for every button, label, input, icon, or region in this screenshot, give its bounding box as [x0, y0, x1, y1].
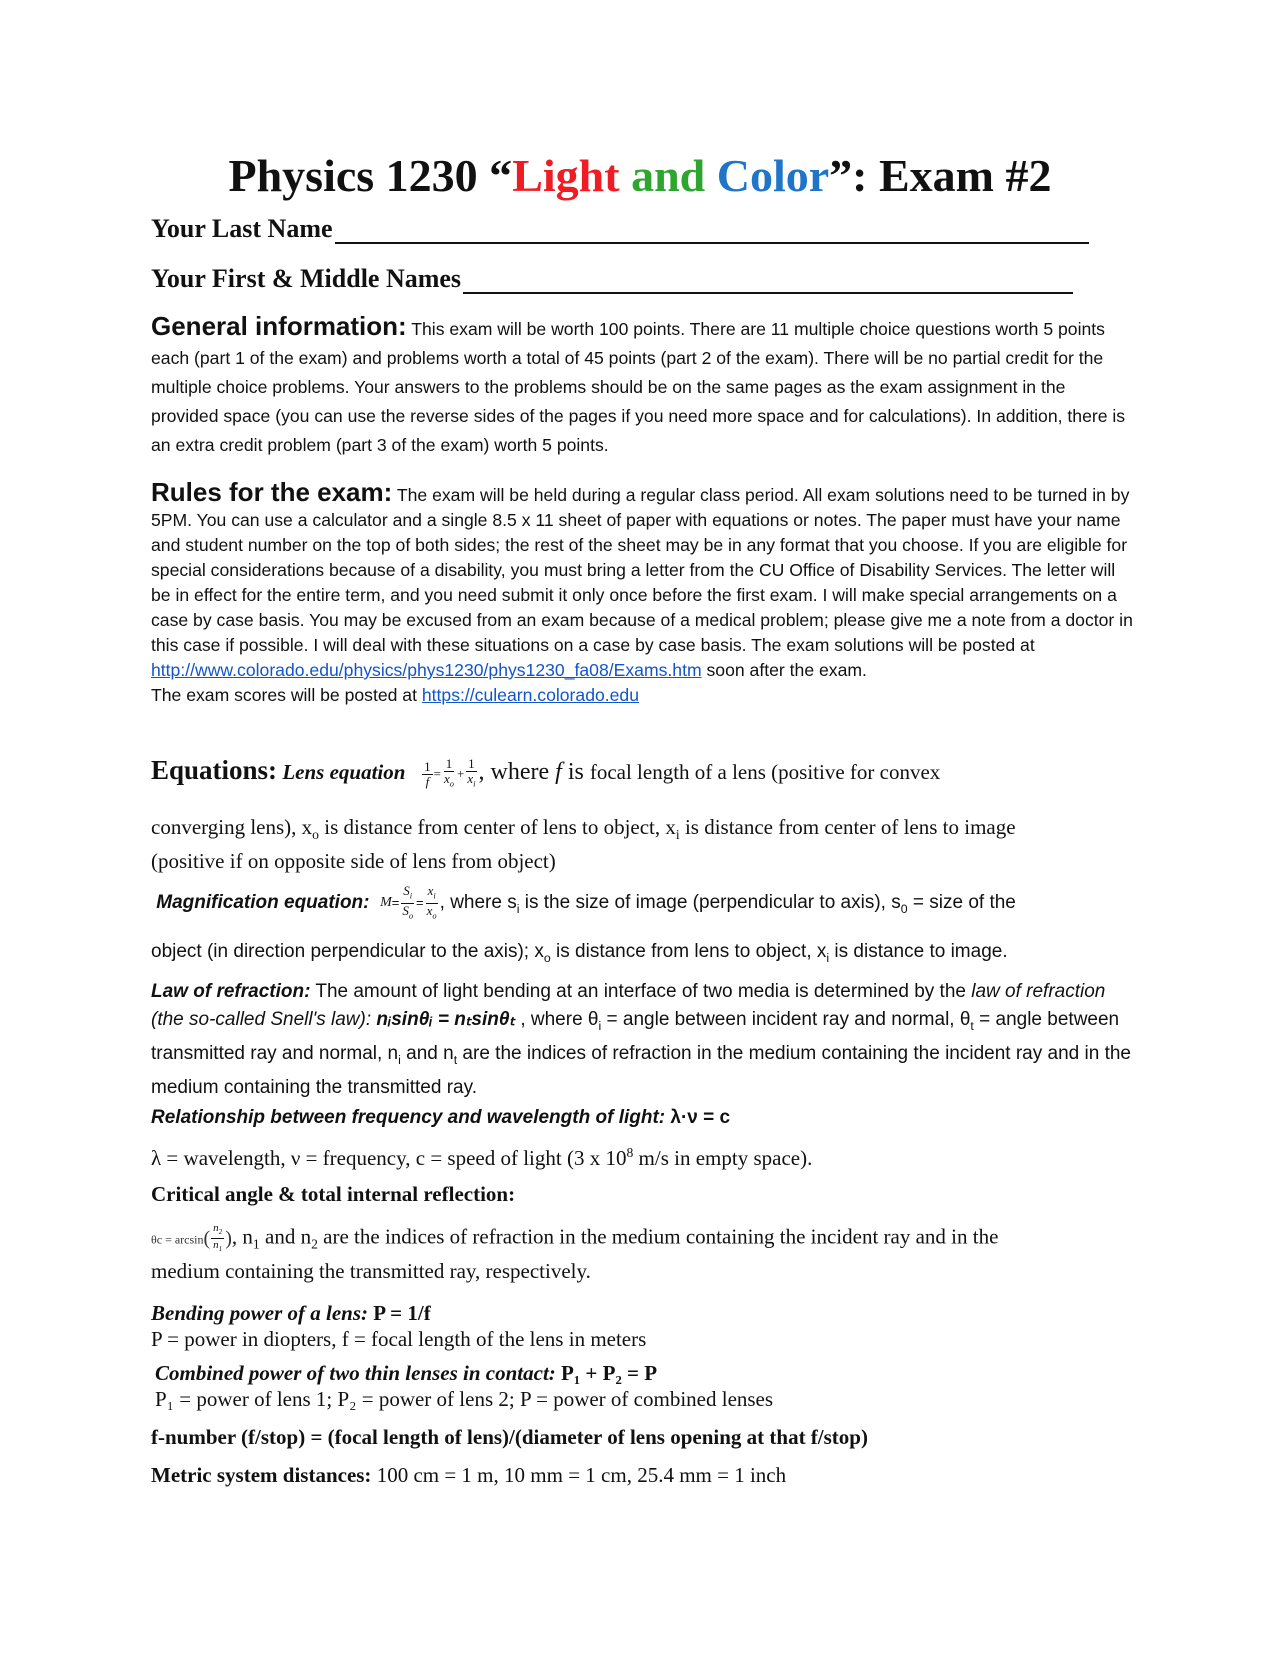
- rules-heading: Rules for the exam:: [151, 477, 393, 507]
- magnification-description: object (in direction perpendicular to the axis); $x_o$ is distance from lens to object, $x_i$ is distance to image.: [151, 941, 1008, 965]
- title-prefix: Physics 1230 “: [228, 150, 513, 201]
- title-suffix: ”: Exam #2: [829, 150, 1052, 201]
- general-information: [151, 312, 1136, 460]
- first-name-blank[interactable]: [463, 270, 1073, 294]
- critical-angle-heading: Critical angle & total internal reflection:: [151, 1182, 516, 1206]
- frequency-label: Relationship between frequency and wavelength of light:: [151, 1107, 666, 1128]
- title-light: Light: [512, 150, 620, 201]
- general-heading: General information:: [151, 311, 407, 341]
- frac-1-over-xi: $\frac{1}{x_i}$: [467, 756, 476, 789]
- scores-text: The exam scores will be posted at: [151, 685, 422, 705]
- frac-1-over-xo: $\frac{1}{x_o}$: [444, 756, 455, 789]
- frac-xi-over-xo: $\frac{x_i}{x_o}$: [426, 883, 437, 921]
- frequency-formula: λ·ν = c: [665, 1107, 731, 1128]
- rules-text: The exam will be held during a regular class period. All exam solutions need to be turned in by 5PM. You can use a calculator and a single 8.5 x 11 sheet of paper with equations or notes. The paper must have your name and student number on the top of both sides; the rest of the sheet may be in any format that you choose. If you are eligible for special considerations because of a disability, you must bring a letter from the CU Office of Disability Services. The letter will be in effect for the entire term, and you need submit it only once before the first exam. I will make special arrangements on a case by case basis. You may be excused from an exam because of a medical problem; please give me a note from a doctor in this case if possible. I will deal with these situations on a case by case basis. The exam solutions will be posted at: [151, 485, 1133, 655]
- metric-label: Metric system distances:: [151, 1463, 372, 1487]
- frac-1-over-f: $\frac{1}{f}$: [424, 758, 431, 789]
- first-name-field[interactable]: [151, 264, 1073, 294]
- last-name-blank[interactable]: [335, 220, 1089, 244]
- title-and: and: [631, 150, 706, 201]
- refraction-label: Law of refraction:: [151, 981, 311, 1002]
- bending-power-block: Bending power of a lens: P = 1/f P = power in diopters, f = focal length of the lens in meters: [151, 1301, 647, 1351]
- lens-equation-label: Lens equation: [282, 760, 406, 784]
- frequency-line: [151, 1104, 1136, 1132]
- first-name-label: Your First & Middle Names: [151, 264, 462, 293]
- scores-link[interactable]: https://culearn.colorado.edu: [421, 685, 640, 705]
- magnification-label: Magnification equation:: [156, 892, 370, 914]
- combined-power-block: Combined power of two thin lenses in contact: P₁ + P₂ = P P₁ = power of lens 1; P₂ = power of lens 2; P = power of combined lenses: [155, 1361, 774, 1411]
- last-name-field[interactable]: [151, 214, 1089, 244]
- combined-power-label: Combined power of two thin lenses in contact:: [155, 1361, 556, 1385]
- rules-after-url: soon after the exam.: [701, 660, 867, 680]
- f-number-line: f-number (f/stop) = (focal length of lens)/(diameter of lens opening at that f/stop): [151, 1425, 868, 1449]
- critical-angle-line: θc = arcsin( $\frac{n_2}{n_1}$ ), $n_1$ and $n_2$ are the indices of refraction in the medium containing the incident ray and in the medium containing the transmitted ray, respectively.: [151, 1222, 999, 1283]
- general-text: This exam will be worth 100 points. There are 11 multiple choice questions worth 5 points each (part 1 of the exam) and problems worth a total of 45 points (part 2 of the exam). There will be no partial credit for the multiple choice problems. Your answers to the problems should be on the same pages as the exam assignment in the provided space (you can use the reverse sides of the pages if you need more space and for calculations). In addition, there is an extra credit problem (part 3 of the exam) worth 5 points.: [151, 319, 1126, 455]
- solutions-link[interactable]: http://www.colorado.edu/physics/phys1230/phys1230_fa08/Exams.htm: [151, 660, 702, 680]
- frac-si-over-so: $\frac{S_i}{S_o}$: [402, 883, 414, 921]
- title-color: Color: [716, 150, 830, 201]
- last-name-label: Your Last Name: [151, 214, 333, 243]
- rules-section: [151, 477, 1136, 708]
- bending-power-label: Bending power of a lens:: [151, 1301, 369, 1325]
- refraction-block: Law of refraction: The amount of light bending at an interface of two media is determined by the law of refraction (the so-called Snell's law): nᵢsinθᵢ = nₜsinθₜ , where $\theta_i$ = angle between incident ray and normal, $\theta_t$ = angle between transmitted ray and normal, $n_i$ and $n_t$ are the indices of refraction in the medium containing the incident ray and in the medium containing the transmitted ray.: [151, 981, 1131, 1098]
- frequency-description: λ = wavelength, ν = frequency, c = speed of light (3 x $10^8$ m/s in empty space).: [151, 1145, 813, 1170]
- equations-heading: Equations:: [151, 755, 278, 785]
- snells-law-formula: nᵢsinθᵢ = nₜsinθₜ: [376, 1009, 516, 1030]
- page-title: [0, 148, 1280, 204]
- critical-angle-formula: θc = arcsin: [151, 1232, 204, 1247]
- lens-description: converging lens), $x_o$ is distance from center of lens to object, $x_i$ is distance from center of lens to image (positive if on opposite side of lens from object): [151, 815, 1016, 874]
- metric-line: Metric system distances: 100 cm = 1 m, 10 mm = 1 cm, 25.4 mm = 1 inch: [151, 1463, 787, 1487]
- magnification-line: Magnification equation: M= $\frac{S_i}{S_o}$ = $\frac{x_i}{x_o}$ , where $s_i$ is the size of image (perpendicular to axis), $s_0$ = size of the: [156, 883, 1016, 921]
- lens-equation-line: Equations: Lens equation $\frac{1}{f}$ = $\frac{1}{x_o}$ + $\frac{1}{x_i}$ , where f is focal length of a lens (positive for convex: [151, 755, 941, 789]
